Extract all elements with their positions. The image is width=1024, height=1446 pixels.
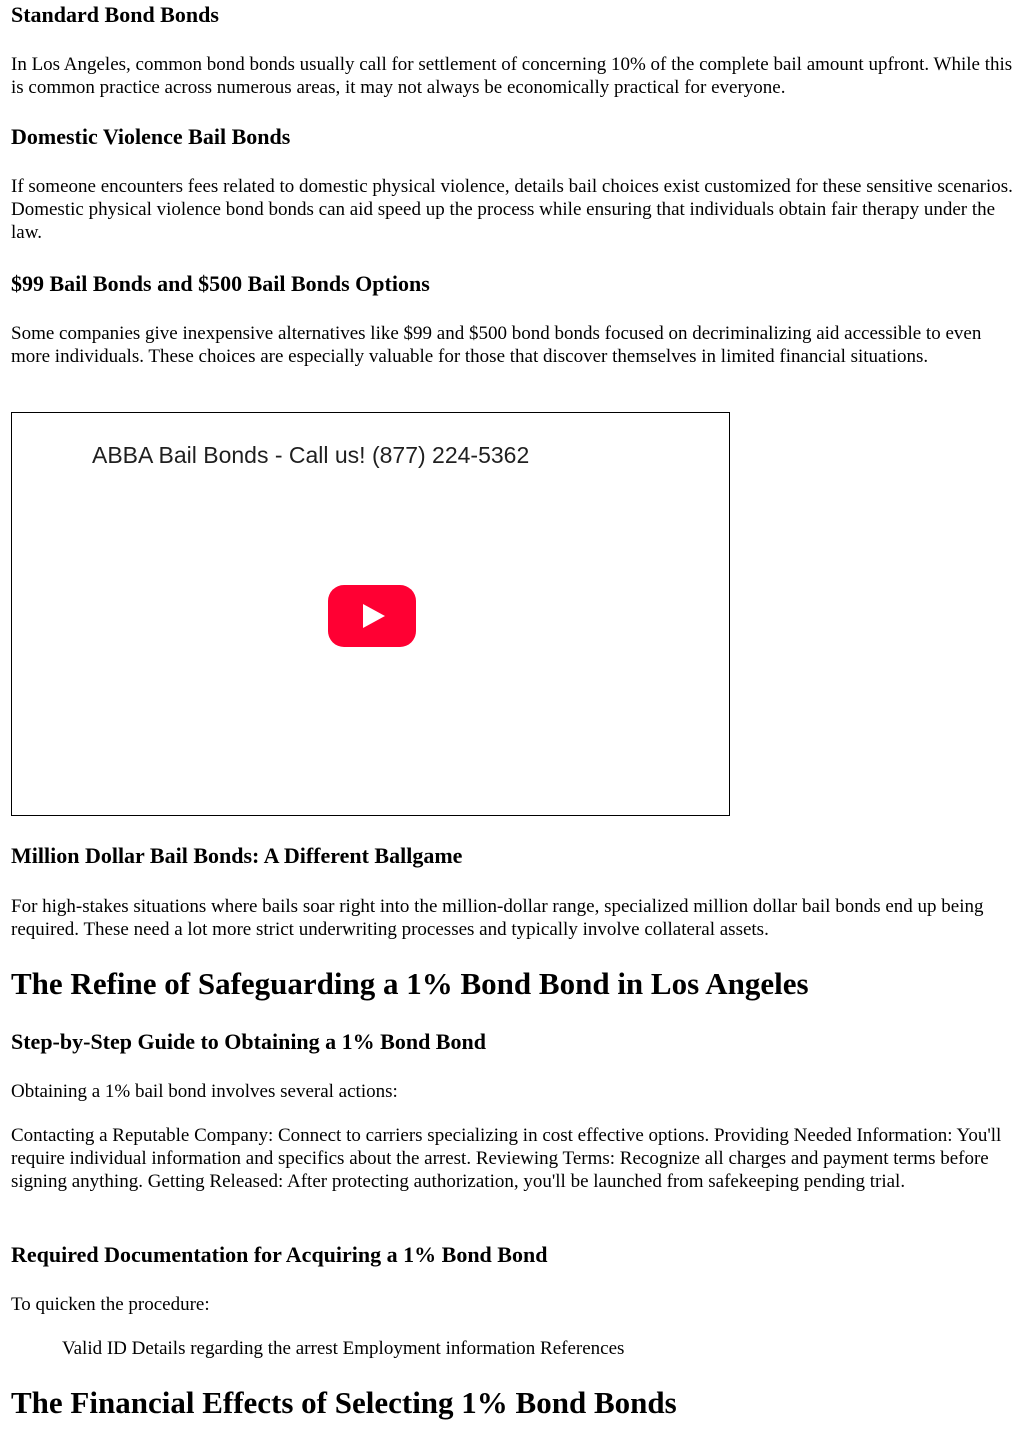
domestic-violence-body <box>11 175 1013 244</box>
documentation-intro-block <box>11 1293 1013 1316</box>
documentation-intro: To quicken the procedure: <box>11 1294 210 1315</box>
standard-bond-paragraph: In Los Angeles, common bond bonds usually call for settlement of concerning 10% of the complete bail amount upfront. While this is common practice across numerous areas, it may not always be economically practical for everyone. <box>11 54 1013 98</box>
options-heading: $99 Bail Bonds and $500 Bail Bonds Options <box>11 271 430 296</box>
domestic-violence-heading: Domestic Violence Bail Bonds <box>11 124 291 149</box>
guide-steps: Contacting a Reputable Company: Connect to carriers specializing in cost effective options. Providing Needed Information: You'll require individual information and specifics about the arrest. Reviewing Terms: Recognize all charges and payment terms before signing anything. Getting Released: After protecting authorization, you'll be launched from safekeeping pending trial. <box>11 1125 1002 1192</box>
documentation-list-block <box>11 1337 1013 1360</box>
million-dollar-section <box>11 843 1013 869</box>
domestic-violence-section <box>11 124 1013 150</box>
guide-heading: Step-by-Step Guide to Obtaining a 1% Bond Bond <box>11 1029 486 1054</box>
options-body <box>11 322 1013 368</box>
video-title[interactable]: ABBA Bail Bonds - Call us! (877) 224-5362 <box>92 442 530 468</box>
documentation-section <box>11 1242 1013 1268</box>
domestic-violence-paragraph: If someone encounters fees related to domestic physical violence, details bail choices exist customized for these sensitive scenarios. Domestic physical violence bond bonds can aid speed up the process while ensuring that individuals obtain fair therapy under the law. <box>11 176 1013 243</box>
guide-intro-block <box>11 1080 1013 1103</box>
documentation-list: Valid ID Details regarding the arrest Employment information References <box>62 1338 625 1359</box>
guide-intro: Obtaining a 1% bail bond involves several actions: <box>11 1081 398 1102</box>
documentation-heading: Required Documentation for Acquiring a 1% Bond Bond <box>11 1242 548 1267</box>
options-paragraph: Some companies give inexpensive alternatives like $99 and $500 bond bonds focused on decriminalizing aid accessible to even more individuals. These choices are especially valuable for those that discover themselves in limited financial situations. <box>11 323 982 367</box>
standard-bond-body <box>11 53 1013 99</box>
youtube-play-button[interactable] <box>328 585 416 647</box>
options-section <box>11 271 1013 297</box>
million-dollar-body <box>11 895 1013 941</box>
video-embed[interactable] <box>11 412 730 816</box>
million-dollar-paragraph: For high-stakes situations where bails soar right into the million-dollar range, specialized million dollar bail bonds end up being required. These need a lot more strict underwriting processes and typically involve collateral assets. <box>11 896 984 940</box>
million-dollar-heading: Million Dollar Bail Bonds: A Different Ballgame <box>11 843 463 868</box>
youtube-play-icon <box>363 604 385 628</box>
guide-section <box>11 1029 1013 1055</box>
standard-bond-section <box>11 2 1013 28</box>
refine-heading: The Refine of Safeguarding a 1% Bond Bond in Los Angeles <box>11 966 809 1001</box>
guide-steps-block <box>11 1124 1013 1193</box>
refine-section <box>11 966 1013 1002</box>
financial-section <box>11 1385 1013 1421</box>
standard-bond-heading: Standard Bond Bonds <box>11 2 219 27</box>
financial-heading: The Financial Effects of Selecting 1% Bond Bonds <box>11 1385 677 1420</box>
